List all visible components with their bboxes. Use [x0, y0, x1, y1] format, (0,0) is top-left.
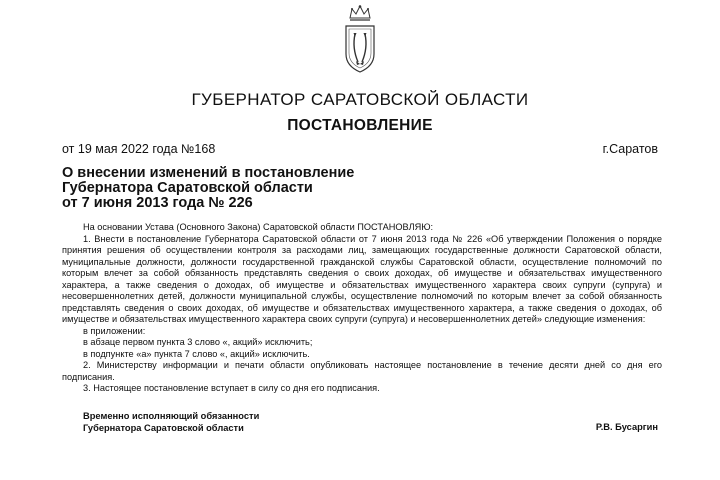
body-paragraph: в подпункте «а» пункта 7 слово «, акций» исключить. — [83, 348, 310, 359]
document-type: ПОСТАНОВЛЕНИЕ — [287, 117, 433, 134]
body-paragraph: в абзаце первом пункта 3 слово «, акций» исключить; — [83, 337, 313, 347]
document-body — [62, 222, 662, 395]
signatory-title — [83, 411, 259, 434]
body-paragraph: 1. Внести в постановление Губернатора Саратовской области от 7 июня 2013 года № 226 «Об утверждении Положения о порядке принятия решения об осуществлении контроля за расходами лиц, замещающих государственные должности Саратовской области, муниципальные должности, должности государственной гражданской службы Саратовской области, осуществление полномочий по которым влечет за собой обязанность представлять сведения о своих доходах, об имуществе и обязательствах имущественного характера, а также сведения о доходах, об имуществе и обязательствах имущественного характера своих супруги (супруга) и несовершеннолетних детей, должности муниципальной службы, осуществление полномочий по которым влечет за собой обязанность представлять сведения о своих доходах, об имуществе и обязательствах имущественного характера, а также сведения о доходах, об имуществе и обязательствах имущественного характера своих супруги (супруга) и несовершеннолетних детей» следующие изменения: — [62, 233, 662, 324]
saratov-coat-of-arms-icon — [341, 4, 379, 78]
subject-line: О внесении изменений в постановление — [62, 165, 355, 181]
issuing-authority: ГУБЕРНАТОР САРАТОВСКОЙ ОБЛАСТИ — [191, 90, 529, 109]
signatory-title-line: Временно исполняющий обязанности — [83, 411, 260, 421]
signatory-title-line: Губернатора Саратовской области — [83, 422, 244, 433]
subject-line: от 7 июня 2013 года № 226 — [62, 195, 253, 211]
document-date-number: от 19 мая 2022 года №168 — [62, 142, 216, 156]
body-paragraph: 2. Министерству информации и печати области опубликовать настоящее постановление в течение десяти дней со дня его подписания. — [62, 360, 662, 382]
document-subject — [62, 166, 422, 211]
body-paragraph: На основании Устава (Основного Закона) Саратовской области ПОСТАНОВЛЯЮ: — [83, 222, 434, 232]
body-paragraph: 3. Настоящее постановление вступает в силу со дня его подписания. — [83, 383, 380, 393]
document-city: г.Саратов — [602, 142, 658, 156]
signatory-name: Р.В. Бусаргин — [595, 422, 658, 432]
subject-line: Губернатора Саратовской области — [62, 180, 313, 196]
body-paragraph: в приложении: — [83, 325, 146, 336]
